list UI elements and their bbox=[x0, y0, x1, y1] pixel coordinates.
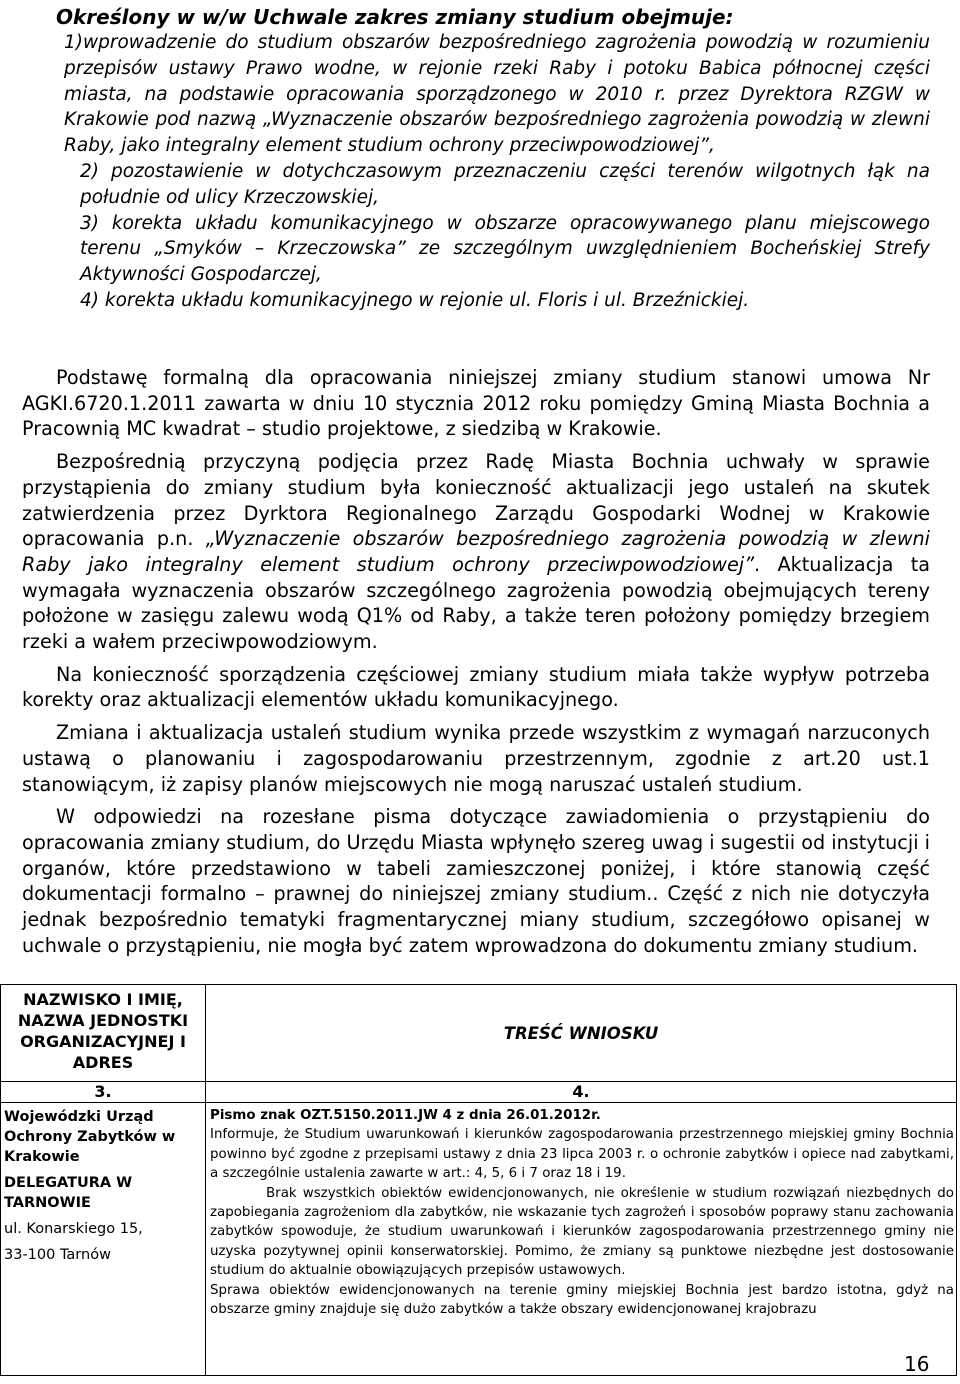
list-item: 2) pozostawienie w dotychczasowym przeznaczeniu części terenów wilgotnych łąk na południe od ulicy Krzeczowskiej, bbox=[80, 160, 930, 208]
applicant-cell bbox=[1, 1103, 206, 1376]
list-item: 3) korekta układu komunikacyjnego w obszarze opracowywanego planu miejscowego terenu „Smyków – Krzeczowska” ze szczególnym uwzględnieniem Bocheńskiej Strefy Aktywności Gospodarczej, bbox=[80, 212, 930, 286]
table-number-row bbox=[1, 1082, 957, 1103]
scope-list bbox=[64, 30, 930, 314]
page-number: 16 bbox=[904, 1352, 930, 1376]
document-title-quote: „Wyznaczenie obszarów bezpośredniego zagrożenia powodzią w zlewni Raby jako integralny element studium ochrony przeciwpowodziowej” bbox=[22, 527, 931, 576]
column-number: 4. bbox=[206, 1082, 957, 1103]
list-item: 1)wprowadzenie do studium obszarów bezpośredniego zagrożenia powodzią w rozumieniu przepisów ustawy Prawo wodne, w rejonie rzeki Raby i potoku Babica północnej części miasta, na podstawie opracowania sporządzonego w 2010 r. przez Dyrektora RZGW w Krakowie pod nazwą „Wyznaczenie obszarów bezpośredniego zagrożenia powodzią w zlewni Raby, jako integralny element studium ochrony przeciwpowodziowej”, bbox=[64, 32, 930, 157]
list-item: 4) korekta układu komunikacyjnego w rejonie ul. Floris i ul. Brzeźnickiej. bbox=[80, 289, 750, 311]
column-number: 3. bbox=[1, 1082, 206, 1103]
request-text: Sprawa obiektów ewidencjonowanych na terenie gminy miejskiej Bochnia jest bardzo istotna, gdyż na obszarze gminy znajduje się dużo zabytków a także obszary ewidencjonowanej krajobrazu bbox=[210, 1282, 954, 1318]
paragraph-text: . Część z nich nie dotyczyła jednak bezpośrednio tematyki fragmentarycznej miany studium, szczegółowo opisanej w uchwale o przystąpieniu, nie mogła być zatem wprowadzona do dokumentu zmiany studium. bbox=[22, 882, 930, 957]
applicant-street: ul. Konarskiego 15, bbox=[4, 1221, 143, 1237]
requests-table bbox=[0, 984, 957, 1376]
table-header-row bbox=[1, 985, 957, 1082]
column-header-request: TREŚĆ WNIOSKU bbox=[206, 985, 957, 1082]
paragraph bbox=[22, 804, 930, 958]
paragraph: Na konieczność sporządzenia częściowej zmiany studium miała także wypływ potrzeba korekty oraz aktualizacji elementów układu komunikacyjnego. bbox=[22, 662, 930, 712]
paragraph: Podstawę formalną dla opracowania niniejszej zmiany studium stanowi umowa Nr AGKI.6720.1.2011 zawarta w dniu 10 stycznia 2012 roku pomiędzy Gminą Miasta Bochnia a Pracownią MC kwadrat – studio projektowe, z siedzibą w Krakowie. bbox=[22, 366, 930, 441]
request-cell bbox=[206, 1103, 957, 1376]
body-text bbox=[22, 365, 930, 965]
applicant-branch: DELEGATURA W TARNOWIE bbox=[4, 1175, 133, 1211]
paragraph-text: W odpowiedzi na rozesłane pisma dotyczące zawiadomienia o przystąpieniu do opracowania zmiany studium, do Urzędu Miasta wpłynęło szereg uwag i sugestii od instytucji i organów, które przedstawiono w tabeli zamieszczonej poniżej, i które stanowią część dokumentacji formalno – prawnej do niniejszej zmiany studium. bbox=[22, 805, 930, 906]
column-header-applicant: NAZWISKO I IMIĘ, NAZWA JEDNOSTKI ORGANIZACYJNEJ I ADRES bbox=[1, 985, 206, 1082]
request-text: Informuje, że Studium uwarunkowań i kierunków zagospodarowania przestrzennego miejskiej gminy Bochnia powinno być zgodne z przepisami ustawy z dnia 23 lipca 2003 r. o ochronie zabytków i opiece nad zabytkami, a szczególnie ustalenia zawarte w art.: 4, 5, 6 i 7 oraz 18 i 19. bbox=[210, 1127, 954, 1182]
applicant-city: 33-100 Tarnów bbox=[4, 1247, 111, 1263]
applicant-org: Wojewódzki Urząd Ochrony Zabytków w Krakowie bbox=[4, 1109, 176, 1165]
paragraph-text: Bezpośrednią przyczyną podjęcia przez Radę Miasta Bochnia uchwały w sprawie przystąpienia do zmiany studium była konieczność aktualizacji jego ustaleń na skutek zatwierdzenia przez Dyrktora Regionalnego Zarządu Gospodarki Wodnej w Krakowie opracowania p.n. bbox=[22, 450, 930, 551]
paragraph: Zmiana i aktualizacja ustaleń studium wynika przede wszystkim z wymagań narzuconych ustawą o planowaniu i zagospodarowaniu przestrzennym, zgodnie z art.20 ust.1 stanowiącym, iż zapisy planów miejscowych nie mogą naruszać ustaleń studium. bbox=[22, 721, 930, 796]
request-text: Brak wszystkich obiektów ewidencjonowanych, nie określenie w studium rozwiązań niezbędnych do zapobiegania zagrożeniom dla zabytków, nie wskazanie tych zagrożeń i sposobów poprawy stanu zachowania zabytków spowoduje, że studium uwarunkowań i kierunków zagospodarowania przestrzennego gminy nie uzyska pozytywnej opinii konserwatorskiej. Pomimo, że zmiany są punktowe niezbędne jest dostosowanie studium do aktualnie obowiązujących przepisów ustawowych. bbox=[210, 1185, 954, 1279]
section-heading: Określony w w/w Uchwale zakres zmiany studium obejmuje: bbox=[56, 5, 734, 29]
letter-reference: Pismo znak OZT.5150.2011.JW 4 z dnia 26.01.2012r. bbox=[210, 1108, 601, 1123]
paragraph-text: . Aktualizacja ta wymagała wyznaczenia obszarów szczególnego zagrożenia powodzią obejmujących tereny położone w zasięgu zalewu wodą Q1% od Raby, a także teren położony pomiędzy brzegiem rzeki a wałem przeciwpowodziowym. bbox=[22, 552, 930, 654]
paragraph bbox=[22, 449, 930, 655]
table-row bbox=[1, 1103, 957, 1376]
